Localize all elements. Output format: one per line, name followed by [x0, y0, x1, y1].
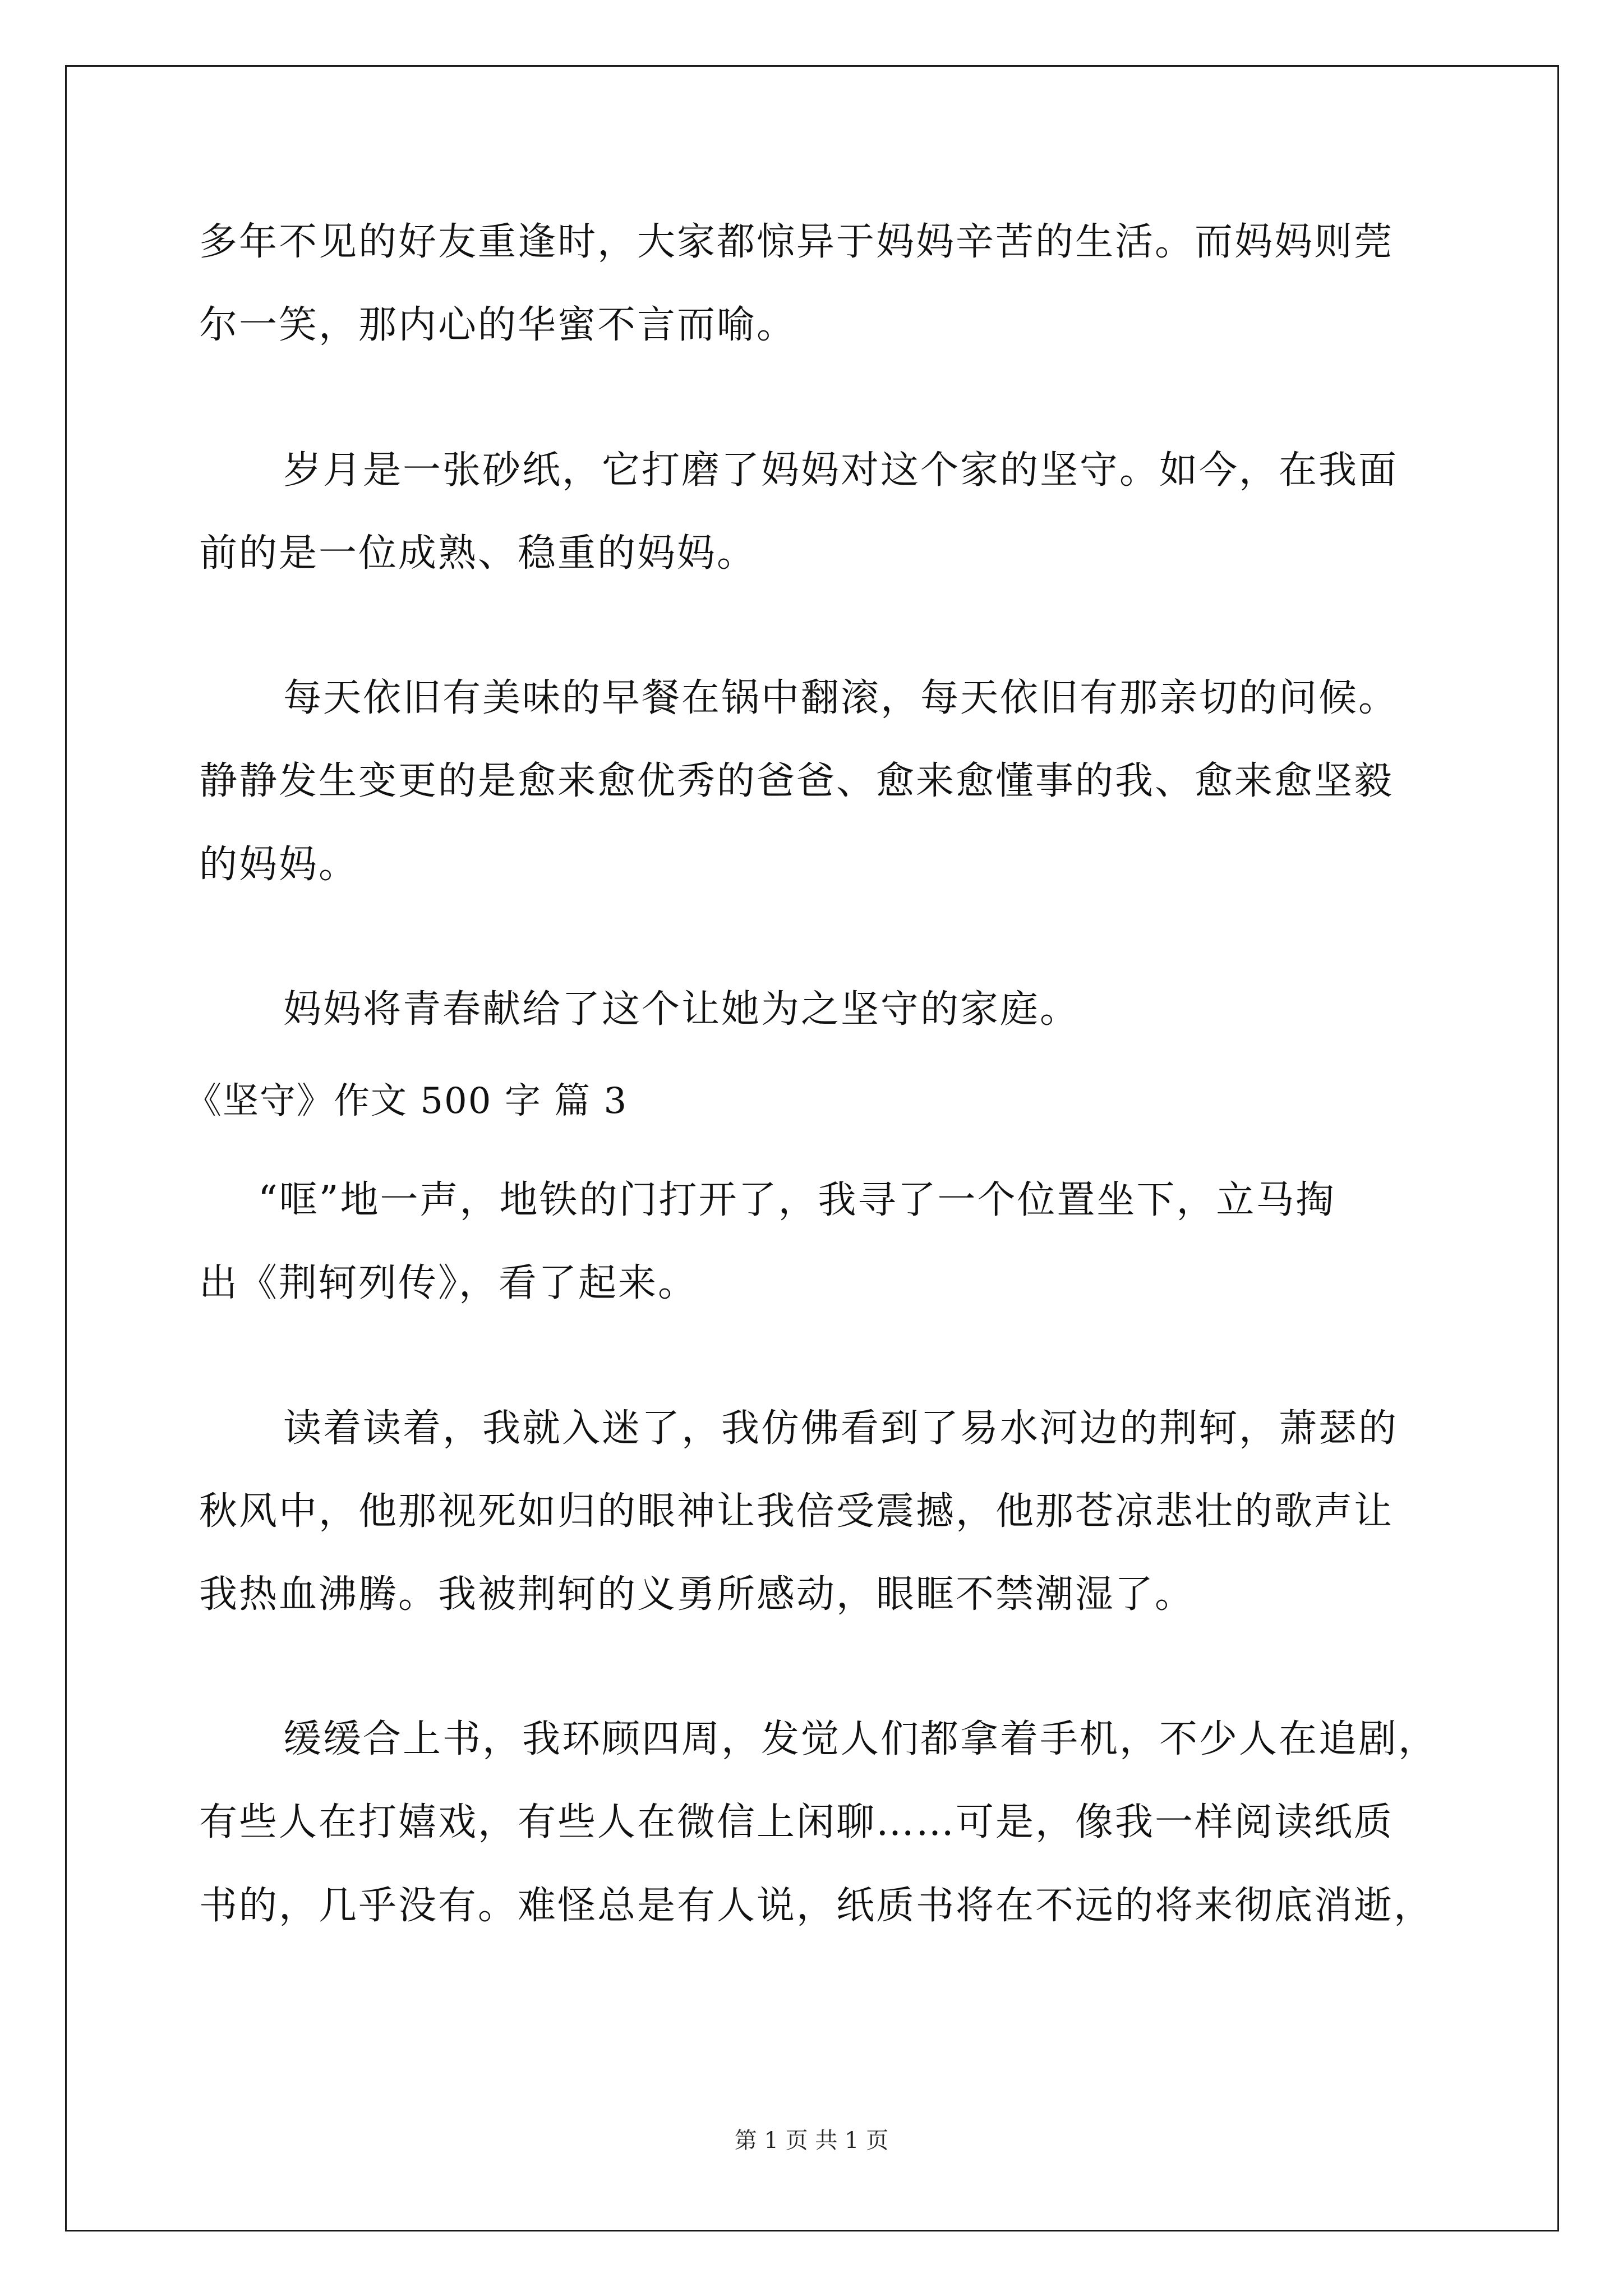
text-line: 秋风中，他那视死如归的眼神让我倍受震撼，他那苍凉悲壮的歌声让 — [199, 1489, 1394, 1534]
text-line: 的妈妈。 — [199, 843, 359, 887]
text-line: 书的，几乎没有。难怪总是有人说，纸质书将在不远的将来彻底消逝， — [199, 1884, 1434, 1928]
text-line: 静静发生变更的是愈来愈优秀的爸爸、愈来愈懂事的我、愈来愈坚毅 — [199, 759, 1394, 803]
text-line: 我热血沸腾。我被荆轲的义勇所感动，眼眶不禁潮湿了。 — [199, 1572, 1195, 1617]
text-line: “哐”地一声，地铁的门打开了，我寻了一个位置坐下，立马掏 — [258, 1178, 1336, 1222]
text-line: 缓缓合上书，我环顾四周，发觉人们都拿着手机，不少人在追剧， — [283, 1717, 1438, 1761]
page-footer: 第 1 页 共 1 页 — [734, 2128, 889, 2154]
text-line: 尔一笑，那内心的华蜜不言而喻。 — [199, 303, 797, 347]
text-line: 岁月是一张砂纸，它打磨了妈妈对这个家的坚守。如今，在我面 — [283, 448, 1399, 493]
section-heading: 《坚守》作文 500 字 篇 3 — [186, 1080, 628, 1122]
text-line: 妈妈将青春献给了这个让她为之坚守的家庭。 — [283, 987, 1080, 1032]
text-line: 每天依旧有美味的早餐在锅中翻滚，每天依旧有那亲切的问候。 — [283, 676, 1399, 720]
text-line: 多年不见的好友重逢时，大家都惊异于妈妈辛苦的生活。而妈妈则莞 — [199, 220, 1394, 264]
text-line: 有些人在打嬉戏，有些人在微信上闲聊……可是，像我一样阅读纸质 — [199, 1800, 1394, 1844]
text-line: 出《荆轲列传》，看了起来。 — [199, 1261, 698, 1305]
text-line: 前的是一位成熟、稳重的妈妈。 — [199, 531, 757, 576]
text-line: 读着读着，我就入迷了，我仿佛看到了易水河边的荆轲，萧瑟的 — [283, 1406, 1399, 1451]
